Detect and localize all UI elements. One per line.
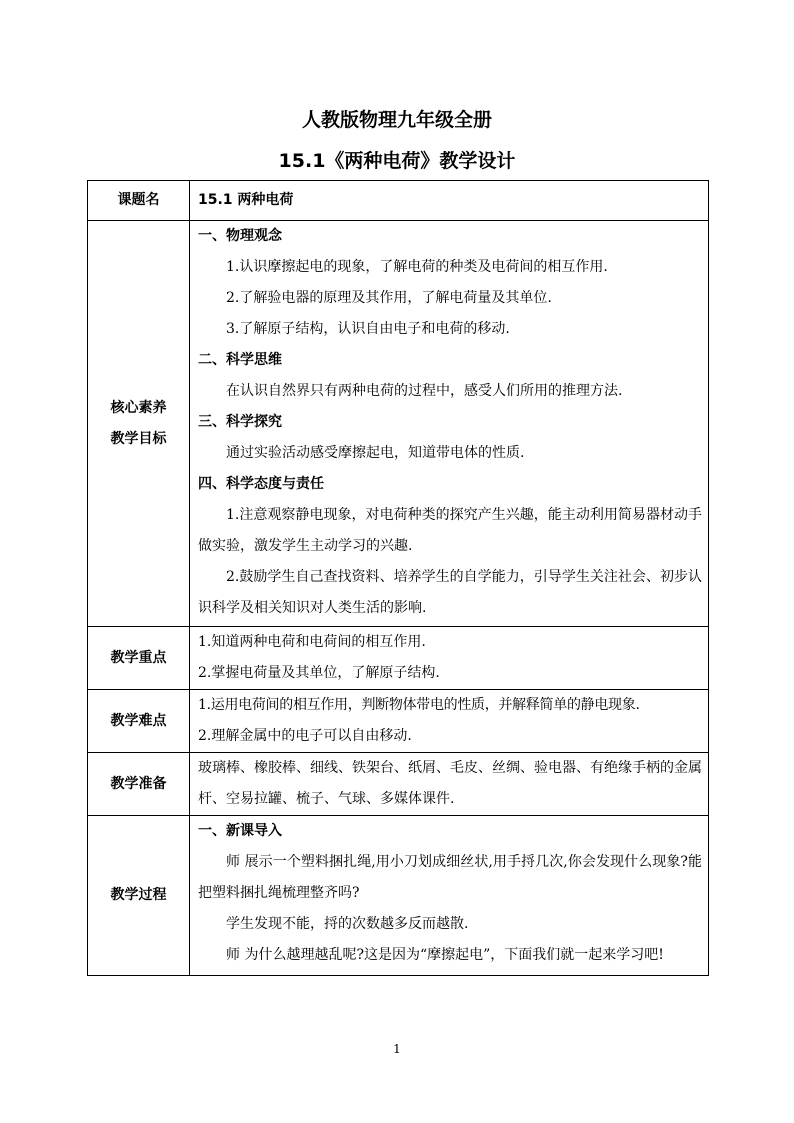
row-difficulties — [88, 690, 709, 753]
goal-item: 1.注意观察静电现象，对电荷种类的探究产生兴趣，能主动利用简易器材动手做实验，激发学生主动学习的兴趣. — [198, 507, 702, 554]
label-process: 教学过程 — [88, 816, 190, 976]
doc-title: 人教版物理九年级全册 — [301, 109, 492, 131]
cell-process — [190, 816, 709, 976]
row-topic — [88, 181, 709, 221]
goal-item: 在认识自然界只有两种电荷的过程中，感受人们所用的推理方法. — [226, 383, 623, 399]
cell-topic — [190, 181, 709, 221]
label-goals-line1: 核心素养 — [110, 399, 167, 416]
goal-item: 1.认识摩擦起电的现象，了解电荷的种类及电荷间的相互作用. — [226, 259, 608, 275]
process-paragraph: 学生发现不能，捋的次数越多反而越散. — [226, 916, 469, 932]
goal-item: 2.鼓励学生自己查找资料、培养学生的自学能力，引导学生关注社会、初步认识科学及相关知识对人类生活的影响. — [198, 569, 702, 616]
row-process — [88, 816, 709, 976]
goal-heading-1: 一、物理观念 — [198, 228, 282, 244]
difficulty-item: 2.理解金属中的电子可以自由移动. — [198, 728, 412, 744]
label-preparation: 教学准备 — [88, 753, 190, 816]
topic-value: 15.1 两种电荷 — [198, 192, 294, 208]
goal-heading-2: 二、科学思维 — [198, 352, 282, 368]
cell-key-points — [190, 627, 709, 690]
label-topic: 课题名 — [88, 181, 190, 221]
preparation-text: 玻璃棒、橡胶棒、细线、铁架台、纸屑、毛皮、丝绸、验电器、有绝缘手柄的金属杆、空易拉罐、梳子、气球、多媒体课件. — [198, 760, 702, 807]
cell-goals — [190, 221, 709, 627]
goal-heading-4: 四、科学态度与责任 — [198, 476, 324, 492]
row-goals — [88, 221, 709, 627]
key-point-item: 2.掌握电荷量及其单位，了解原子结构. — [198, 665, 440, 681]
cell-difficulties — [190, 690, 709, 753]
process-paragraph: 师 为什么越理越乱呢?这是因为“摩擦起电”，下面我们就一起来学习吧! — [226, 947, 664, 963]
difficulty-item: 1.运用电荷间的相互作用，判断物体带电的性质，并解释简单的静电现象. — [198, 697, 640, 713]
label-goals-line2: 教学目标 — [110, 430, 167, 447]
goal-item: 通过实验活动感受摩擦起电，知道带电体的性质. — [226, 445, 525, 461]
row-preparation — [88, 753, 709, 816]
goal-heading-3: 三、科学探究 — [198, 414, 282, 430]
cell-preparation — [190, 753, 709, 816]
label-key-points: 教学重点 — [88, 627, 190, 690]
process-paragraph: 师 展示一个塑料捆扎绳,用小刀划成细丝状,用手捋几次,你会发现什么现象?能把塑料捆扎绳梳理整齐吗? — [198, 854, 702, 901]
lesson-plan-table — [87, 180, 709, 976]
row-key-points — [88, 627, 709, 690]
goal-item: 3.了解原子结构，认识自由电子和电荷的移动. — [226, 321, 510, 337]
label-difficulties: 教学难点 — [88, 690, 190, 753]
key-point-item: 1.知道两种电荷和电荷间的相互作用. — [198, 634, 426, 650]
label-goals — [88, 221, 190, 627]
doc-subtitle: 15.1《两种电荷》教学设计 — [278, 150, 516, 172]
goal-item: 2.了解验电器的原理及其作用，了解电荷量及其单位. — [226, 290, 552, 306]
page-number: 1 — [393, 1042, 401, 1056]
process-heading: 一、新课导入 — [198, 823, 282, 839]
